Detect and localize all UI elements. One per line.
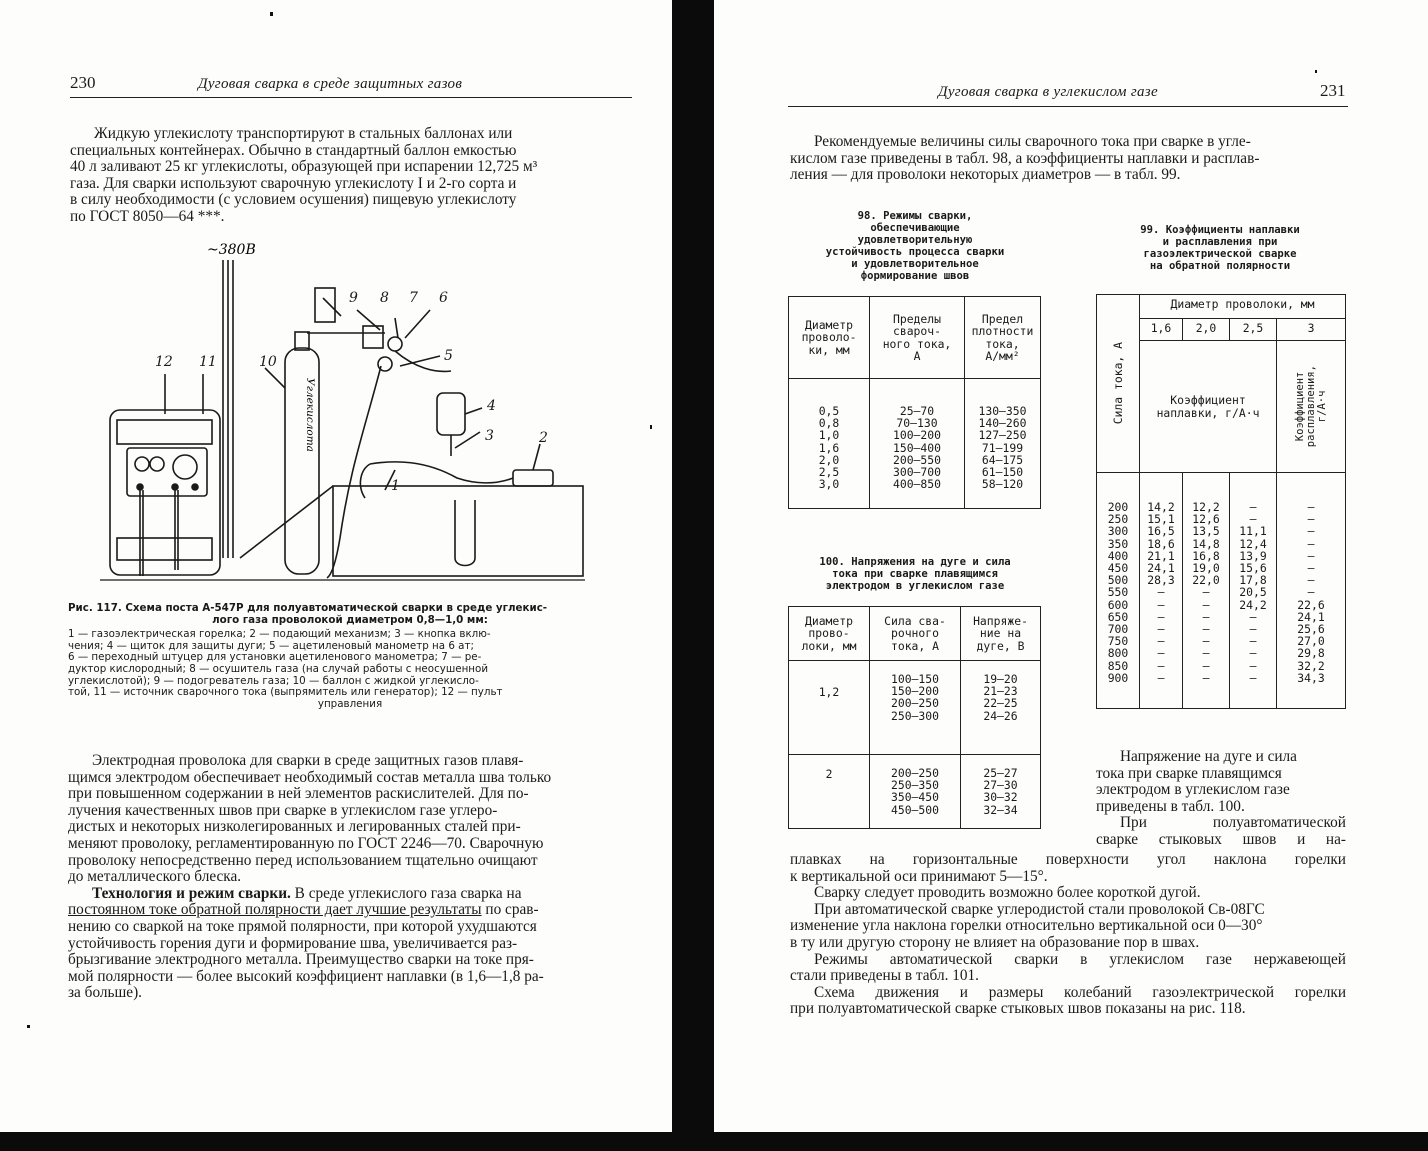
paragraph-voltage-ref — [1096, 749, 1346, 849]
table-cell-value: 150—200 — [890, 684, 939, 699]
table-cell-value: 19—20 — [983, 672, 1018, 686]
title-line: удовлетворительную — [857, 234, 973, 246]
table-cell-value: 24,1 — [1147, 561, 1175, 576]
text-line: При автоматической сварке углеродистой стали проволокой Св-08ГС — [814, 900, 1265, 918]
wire-feeder — [513, 470, 553, 486]
text-line: Напряжение на дуге и сила — [1120, 748, 1297, 765]
text-line: приведены в табл. 100. — [1096, 797, 1245, 815]
title-line: 98. Режимы сварки, — [857, 210, 973, 222]
col-header: Диаметр прово- локи, мм — [789, 607, 870, 661]
title-line: на обратной полярности — [1149, 260, 1291, 272]
table-cell-value: — — [1307, 561, 1315, 576]
table-cell-value: 200—250 — [890, 766, 939, 780]
table-cell-value: — — [1202, 585, 1210, 600]
col-header: Пределы свароч- ного тока, А — [870, 297, 965, 379]
running-head: Дуговая сварка в среде защитных газов — [198, 76, 463, 92]
underlined-text: постоянном токе обратной полярности дает лучшие результаты — [68, 901, 482, 919]
table-cell-value: — — [1307, 585, 1315, 600]
table-cell-value: 1,6 — [818, 440, 840, 455]
table-cell-value: — — [1307, 548, 1315, 563]
callout-2: 2 — [539, 430, 548, 446]
table-cell-value: 600 — [1107, 597, 1129, 612]
diam-header: 2,0 — [1183, 319, 1230, 341]
voltage-label: ~380В — [207, 242, 256, 258]
callout-11: 11 — [199, 354, 217, 370]
title-line: 99. Коэффициенты наплавки — [1140, 224, 1300, 236]
speck — [1315, 70, 1317, 73]
text-line: 40 л заливают 25 кг углекислоты, образующей при испарении 12,725 м³ — [70, 158, 538, 176]
column-d3 — [1277, 473, 1346, 709]
table-cell-value: 250 — [1107, 512, 1129, 527]
header-deposition-coef: Коэффициент наплавки, г/А·ч — [1140, 341, 1277, 473]
table-cell-value: — — [1157, 622, 1165, 637]
table-cell-value: 71—199 — [981, 440, 1024, 455]
text-line: мой полярности — более высокий коэффициент наплавки (в 1,6—1,8 ра- — [68, 967, 544, 985]
cylinder-label: Углекислота — [304, 378, 316, 452]
table-cell-value: 70—130 — [896, 416, 938, 431]
figure-caption — [68, 603, 632, 710]
table-cell-value: 12,2 — [1192, 500, 1220, 514]
speck — [270, 12, 273, 16]
table-cell-value: — — [1249, 512, 1257, 527]
table-cell-value: — — [1157, 597, 1165, 612]
title-line: электродом в углекислом газе — [825, 580, 1005, 592]
caption-line: дуктор кислородный; 8 — осушитель газа (на случай работы с неосушенной — [68, 662, 489, 675]
table-cell-value: — — [1249, 622, 1257, 637]
speck — [27, 1025, 30, 1028]
table-cell-value: — — [1307, 512, 1315, 527]
cell-voltage — [961, 661, 1041, 755]
table-cell-value: — — [1307, 524, 1315, 539]
table-cell-value: 61—150 — [981, 465, 1024, 480]
table-98-title — [790, 210, 1040, 282]
text-line: Жидкую углекислоту транспортируют в стальных баллонах или — [94, 125, 513, 142]
table-cell-value: 13,9 — [1239, 548, 1267, 563]
table-cell-value: — — [1249, 500, 1257, 514]
table-cell-value: 30—32 — [983, 790, 1018, 805]
text-line — [68, 886, 632, 903]
table-cell-value: 300—700 — [892, 465, 941, 480]
table-cell-value: — — [1249, 634, 1257, 649]
table-cell-value: — — [1157, 634, 1165, 649]
table-cell-value: 13,5 — [1192, 524, 1220, 539]
table-cell-value: 250—350 — [890, 778, 939, 793]
header-melting-coef: Коэффициент расплавления, г/А·ч — [1277, 341, 1346, 473]
callout-4: 4 — [487, 398, 496, 414]
paragraph-torch-angle — [790, 852, 1346, 1018]
text-line: брызгивание электродного металла. Преимущество сварки на токе пря- — [68, 951, 534, 969]
text-line: в силу необходимости (с условием осушения) пищевую углекислоту — [70, 191, 517, 209]
table-cell-value: 16,5 — [1147, 524, 1175, 539]
text-line: щимся электродом обеспечивает необходимый состав металла шва только — [68, 768, 552, 786]
paragraph-electrode-wire — [68, 753, 632, 1002]
cell-current — [870, 661, 961, 755]
table-cell-value: — — [1157, 670, 1165, 685]
table-cell-value: 32—34 — [983, 802, 1018, 817]
page-number: 231 — [1320, 81, 1346, 100]
table-cell-value: 12,6 — [1192, 512, 1220, 527]
table-cell-value: 58—120 — [981, 477, 1024, 492]
caption-line: 6 — переходный штуцер для установки ацетиленового манометра; 7 — ре- — [68, 651, 482, 664]
text-line: при полуавтоматической сварке стыковых швов показаны на рис. 118. — [790, 1000, 1246, 1018]
callout-7: 7 — [409, 290, 418, 306]
paragraph-intro — [790, 134, 1348, 184]
face-shield — [437, 393, 465, 435]
table-cell-value: 500 — [1107, 573, 1129, 588]
caption-line: чения; 4 — щиток для защиты дуги; 5 — ацетиленовый манометр на 6 ат; — [68, 639, 474, 652]
paragraph-co2-storage — [70, 126, 632, 226]
table-cell-value: 400—850 — [892, 477, 941, 492]
text-line: электродом в углекислом газе — [1096, 781, 1290, 799]
text-line: по ГОСТ 8050—64 ***. — [70, 207, 225, 225]
table-cell-value: — — [1202, 634, 1210, 649]
table-cell-value: — — [1249, 670, 1257, 685]
callout-5: 5 — [444, 348, 453, 364]
table-cell-value: — — [1157, 585, 1165, 600]
table-cell-value: 24—26 — [983, 708, 1018, 723]
table-cell-value: — — [1202, 658, 1210, 673]
text-line: при повышенном содержании в ней элементов раскислителей. Для по- — [68, 785, 529, 803]
table-cell-value: 850 — [1107, 658, 1129, 673]
callout-1: 1 — [391, 478, 400, 494]
header-rule — [70, 97, 632, 98]
diam-header: 3 — [1277, 319, 1346, 341]
header-diameter: Диаметр проволоки, мм — [1140, 295, 1346, 319]
table-cell-value: — — [1157, 646, 1165, 661]
table-cell-value: 28,3 — [1147, 573, 1175, 588]
table-cell-value: — — [1307, 536, 1315, 551]
table-cell-value: — — [1202, 646, 1210, 661]
text-line: кислом газе приведены в табл. 98, а коэффициенты наплавки и расплав- — [790, 149, 1260, 167]
text-line: тока при сварке плавящимся — [1096, 764, 1282, 782]
table-cell-value: 21,1 — [1147, 548, 1175, 563]
text-line: ления — для проволоки некоторых диаметров — в табл. 99. — [790, 166, 1181, 184]
table-cell-value: 100—200 — [892, 428, 941, 443]
title-line: формирование швов — [860, 270, 970, 282]
text-line: изменение угла наклона горелки относительно вертикальной оси 0—30° — [790, 917, 1263, 935]
table-cell-value: 350—450 — [890, 790, 939, 805]
text-line — [68, 902, 632, 919]
callout-9: 9 — [349, 290, 358, 306]
text-line: плавках на горизонтальные поверхности угол наклона горелки — [790, 851, 1346, 868]
table-cell-value: 11,1 — [1239, 524, 1267, 539]
text-line: Схема движения и размеры колебаний газоэлектрической горелки — [814, 983, 1346, 1001]
text-line: нению со сваркой на токе прямой полярности, при которой ухудшаются — [68, 917, 537, 935]
text-line: в ту или другую сторону не влияет на образование пор в швах. — [790, 933, 1200, 951]
table-cell-value: 24,2 — [1239, 597, 1267, 612]
table-cell-value: 21—23 — [983, 684, 1018, 699]
table-cell-value: — — [1307, 573, 1315, 588]
caption-line: той, 11 — источник сварочного тока (выпрямитель или генератор); 12 — пульт — [68, 686, 503, 699]
caption-line: 1 — газоэлектрическая горелка; 2 — подающий механизм; 3 — кнопка вклю- — [68, 628, 491, 641]
caption-line: углекислотой); 9 — подогреватель газа; 10 — баллон с жидкой углекисло- — [68, 674, 479, 687]
title-line: газоэлектрической сварке — [1143, 248, 1297, 260]
caption-title-line: Рис. 117. Схема поста А-547Р для полуавтоматической сварки в среде углекис- — [68, 602, 548, 614]
table-99-title — [1100, 224, 1340, 272]
table-cell-value: 27,0 — [1297, 634, 1325, 649]
table-cell-value: 250—300 — [890, 708, 939, 723]
title-line: обеспечивающие — [870, 222, 960, 234]
col-header: Напряже- ние на дуге, В — [961, 607, 1041, 661]
table-cell-value: 450 — [1107, 561, 1129, 576]
table-cell-value: — — [1307, 500, 1315, 514]
table-cell-value: 550 — [1107, 585, 1129, 600]
text-line: устойчивость горения дуги и формирование шва, увеличивается раз- — [68, 934, 518, 952]
table-cell-value: 800 — [1107, 646, 1129, 661]
table-cell-value: 350 — [1107, 536, 1129, 551]
column-diameter — [789, 379, 870, 509]
page-number: 230 — [70, 73, 96, 92]
column-current-density — [965, 379, 1041, 509]
running-head: Дуговая сварка в углекислом газе — [938, 84, 1158, 100]
table-cell-value: 29,8 — [1297, 646, 1325, 661]
header-rule — [788, 106, 1348, 107]
table-cell-value: 22,0 — [1192, 573, 1220, 588]
gas-heater — [315, 288, 335, 322]
col-header: Предел плотности тока, А/мм² — [965, 297, 1041, 379]
table-cell-value: 1,0 — [818, 428, 840, 443]
text-line: специальных контейнерах. Обычно в стандартный баллон емкостью — [70, 141, 517, 159]
table-cell-value: 650 — [1107, 609, 1129, 624]
table-cell-value: 200 — [1107, 500, 1129, 514]
table-cell-value: 25—27 — [983, 766, 1018, 780]
table-cell-value: 750 — [1107, 634, 1129, 649]
table-cell-value: — — [1249, 646, 1257, 661]
section-run-in-heading: Технология и режим сварки. — [92, 884, 291, 902]
table-cell-value: 200—550 — [892, 452, 941, 467]
scan-bottom-border — [0, 1132, 1428, 1151]
text-line: до металлического блеска. — [68, 868, 242, 886]
table-cell-value: 140—260 — [978, 416, 1027, 431]
table-cell-value: 450—500 — [890, 802, 939, 817]
text-line: Сварку следует проводить возможно более короткой дугой. — [814, 884, 1201, 902]
column-d16 — [1140, 473, 1183, 709]
table-cell-value: 64—175 — [981, 452, 1024, 467]
table-cell-value: — — [1249, 609, 1257, 624]
table-cell-value: 15,6 — [1239, 561, 1267, 576]
table-cell-value: 12,4 — [1239, 536, 1267, 551]
table-cell-value: 100—150 — [890, 672, 939, 686]
col-header: Сила сва- рочного тока, А — [870, 607, 961, 661]
callout-10: 10 — [259, 354, 277, 370]
title-line: 100. Напряжения на дуге и сила — [819, 556, 1011, 568]
cell-voltage — [961, 755, 1041, 829]
title-line: и удовлетворительное — [851, 258, 979, 270]
col-header: Диаметр проволо- ки, мм — [789, 297, 870, 379]
table-cell-value: 0,8 — [818, 416, 840, 431]
table-cell-value: — — [1157, 658, 1165, 673]
table-cell-value: 127—250 — [978, 428, 1027, 443]
callout-6: 6 — [439, 290, 448, 306]
table-cell-value: — — [1202, 597, 1210, 612]
table-cell-value: 2,5 — [818, 465, 840, 480]
table-cell-value: 200—250 — [890, 696, 939, 711]
table-cell-value: 25—70 — [899, 404, 935, 418]
callout-8: 8 — [380, 290, 389, 306]
table-cell-value: 900 — [1107, 670, 1129, 685]
text-line: Рекомендуемые величины силы сварочного тока при сварке в угле- — [814, 133, 1251, 150]
table-cell-value: 400 — [1107, 548, 1129, 563]
table-100 — [788, 606, 1041, 829]
table-cell-value: — — [1157, 609, 1165, 624]
column-d20 — [1183, 473, 1230, 709]
text-line: сварке стыковых швов и на- — [1096, 830, 1346, 848]
column-current — [1097, 473, 1140, 709]
table-98 — [788, 296, 1041, 509]
table-cell-value: 34,3 — [1297, 670, 1325, 685]
caption-line: управления — [317, 697, 383, 710]
welding-station-figure — [95, 238, 605, 593]
table-cell-value: 25,6 — [1297, 622, 1325, 637]
text-line: за больше). — [68, 984, 142, 1002]
diam-header: 1,6 — [1140, 319, 1183, 341]
table-cell-value: — — [1202, 622, 1210, 637]
table-99 — [1096, 294, 1346, 709]
caption-title-line: лого газа проволокой диаметром 0,8—1,0 мм: — [212, 613, 488, 626]
column-current-range — [870, 379, 965, 509]
table-cell-value: — — [1202, 670, 1210, 685]
table-cell-value: 18,6 — [1147, 536, 1175, 551]
callout-3: 3 — [485, 428, 494, 444]
text-run: В среде углекислого газа сварка на — [290, 884, 522, 902]
text-line: лучения качественных швов при сварке в углекислом газе углеро- — [68, 801, 498, 819]
table-cell-value: 700 — [1107, 622, 1129, 637]
diam-header: 2,5 — [1230, 319, 1277, 341]
title-line: и расплавления при — [1162, 236, 1278, 248]
table-cell-value: 15,1 — [1147, 512, 1175, 527]
book-spine-shadow — [672, 0, 714, 1151]
cell-current — [870, 755, 961, 829]
speck — [650, 425, 652, 429]
table-cell-value: 22,6 — [1297, 597, 1325, 612]
text-run: по срав- — [481, 901, 539, 919]
callout-12: 12 — [155, 354, 173, 370]
table-cell-value: 16,8 — [1192, 548, 1220, 563]
table-cell-value: 20,5 — [1239, 585, 1267, 600]
text-line: стали приведены в табл. 101. — [790, 967, 979, 985]
text-line: дистых и некоторых низколегированных и легированных сталей при- — [68, 818, 521, 836]
table-cell-value: 0,5 — [818, 404, 840, 418]
table-cell-value: 22—25 — [983, 696, 1018, 711]
text-line: проволоку непосредственно перед использованием тщательно очищают — [68, 851, 538, 869]
cell-diameter: 1,2 — [789, 661, 870, 755]
text-line: Режимы автоматической сварки в углекислом газе нержавеющей — [814, 950, 1346, 968]
table-cell-value: 19,0 — [1192, 561, 1220, 576]
table-cell-value: 300 — [1107, 524, 1129, 539]
table-cell-value: 3,0 — [818, 477, 840, 492]
table-cell-value: 2,0 — [818, 452, 840, 467]
text-line: Электродная проволока для сварки в среде защитных газов плавя- — [92, 752, 524, 769]
cell-diameter: 2 — [789, 755, 870, 829]
column-d25 — [1230, 473, 1277, 709]
text-line: При полуавтоматической — [1120, 814, 1346, 832]
row-header-current: Сила тока, А — [1097, 295, 1140, 473]
table-100-title — [790, 556, 1040, 592]
table-cell-value: 32,2 — [1297, 658, 1325, 673]
title-line: тока при сварке плавящимся — [832, 568, 998, 580]
table-cell-value: 150—400 — [892, 440, 941, 455]
table-cell-value: 27—30 — [983, 778, 1018, 793]
table-cell-value: 24,1 — [1297, 609, 1325, 624]
text-line: меняют проволоку, регламентированную по ГОСТ 2246—70. Сварочную — [68, 834, 544, 852]
table-cell-value: — — [1202, 609, 1210, 624]
text-line: к вертикальной оси принимают 5—15°. — [790, 867, 1048, 885]
table-cell-value: — — [1249, 658, 1257, 673]
text-line: газа. Для сварки используют сварочную углекислоту I и 2-го сорта и — [70, 174, 517, 192]
table-cell-value: 17,8 — [1239, 573, 1267, 588]
table-cell-value: 14,2 — [1147, 500, 1175, 514]
table-cell-value: 14,8 — [1192, 536, 1220, 551]
table-cell-value: 130—350 — [978, 404, 1027, 418]
title-line: устойчивость процесса сварки — [825, 246, 1005, 258]
